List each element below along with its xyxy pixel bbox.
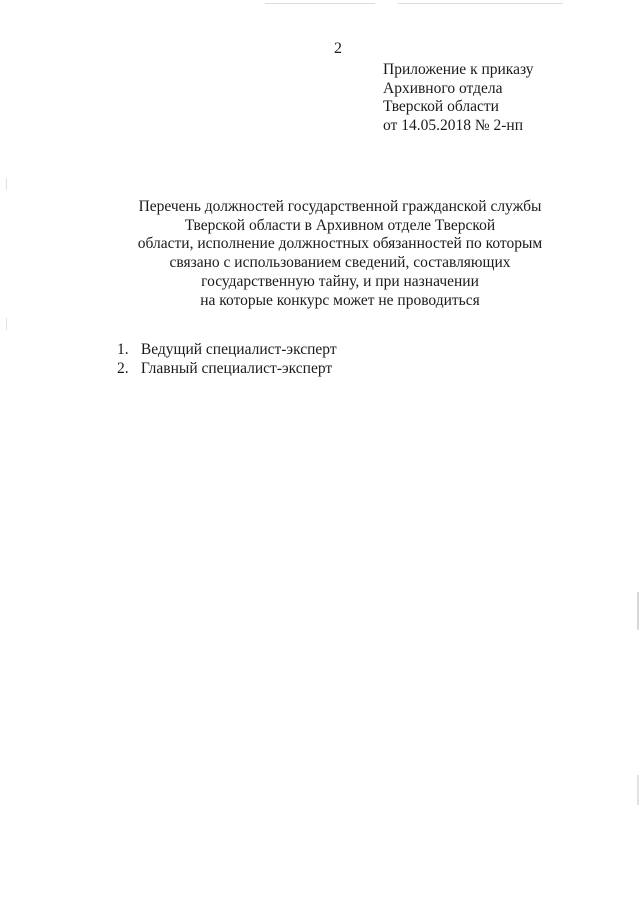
page-number: 2 xyxy=(334,40,342,57)
title-line: государственную тайну, и при назначении xyxy=(201,272,479,290)
title-line: Тверской области в Архивном отделе Тверской xyxy=(184,216,496,234)
scan-artifact-left-edge xyxy=(6,178,7,190)
list-item xyxy=(117,340,337,359)
list-item xyxy=(117,359,337,378)
title-line: Перечень должностей государственной гражданской службы xyxy=(138,198,542,215)
scan-artifact-right-edge xyxy=(637,592,639,630)
positions-list xyxy=(117,340,337,378)
appendix-header xyxy=(383,61,534,135)
list-item-text: Ведущий специалист-эксперт xyxy=(140,341,337,358)
appendix-line: Приложение к приказу xyxy=(383,61,534,78)
title-line: связано с использованием сведений, составляющих xyxy=(169,254,511,272)
title-line: области, исполнение должностных обязанностей по которым xyxy=(137,235,543,253)
list-item-number: 1. xyxy=(117,341,129,358)
appendix-line: от 14.05.2018 № 2-нп xyxy=(383,116,523,134)
scan-artifact-top-line xyxy=(398,3,563,4)
appendix-line: Архивного отдела xyxy=(383,79,503,97)
list-item-text: Главный специалист-эксперт xyxy=(140,360,333,377)
list-item-number: 2. xyxy=(117,360,129,377)
appendix-line: Тверской области xyxy=(383,98,499,115)
scan-artifact-left-edge xyxy=(6,318,7,330)
scan-artifact-right-edge xyxy=(637,775,639,805)
title-line: на которые конкурс может не проводиться xyxy=(200,291,480,309)
scan-artifact-top-line xyxy=(265,3,375,4)
document-title xyxy=(120,198,560,310)
